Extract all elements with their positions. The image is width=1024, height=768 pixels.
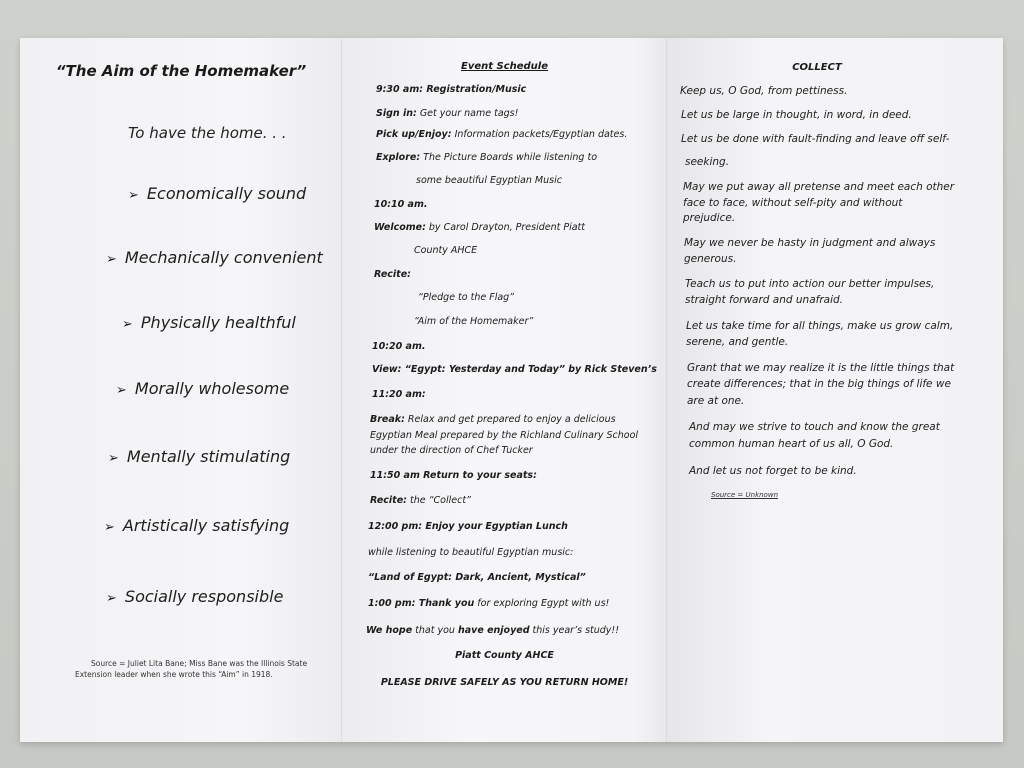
aim-bullet-text: Morally wholesome [134,379,290,398]
schedule-label: 11:20 am: [372,389,426,400]
schedule-label: We hope [366,625,413,636]
collect-line: face to face, without self-pity and without [683,197,903,209]
arrow-bullet-icon: ➢ [106,591,117,606]
schedule-row [370,470,537,481]
schedule-row [376,108,518,119]
schedule-row [366,625,619,636]
arrow-bullet-icon: ➢ [108,451,119,466]
schedule-row [418,292,514,303]
collect-line: prejudice. [683,212,736,224]
schedule-row [416,175,562,186]
arrow-bullet-icon: ➢ [106,252,117,267]
aim-bullet-text: Economically sound [146,184,307,203]
schedule-text: “Pledge to the Flag” [418,292,515,303]
collect-line: And let us not forget to be kind. [689,465,857,477]
schedule-label: have enjoyed [457,625,530,636]
arrow-bullet-icon: ➢ [116,383,127,398]
aim-bullet-text: Physically healthful [140,313,296,332]
aim-source-note [75,658,315,680]
collect-title: COLLECT [792,62,842,73]
schedule-row [376,84,526,95]
tri-fold-brochure [20,38,1003,742]
collect-line: Let us be done with fault-finding and leave off self- [681,133,950,145]
collect-line: seeking. [685,156,730,168]
aim-bullet [116,379,289,398]
schedule-row [370,495,471,506]
schedule-label: Welcome: [374,222,426,233]
schedule-label: 9:30 am: Registration/Music [376,84,527,95]
collect-line: generous. [684,253,737,265]
schedule-row [374,222,585,233]
schedule-text: Relax and get prepared to enjoy a delicious [404,414,616,425]
collect-line: Teach us to put into action our better impulses, [685,278,935,290]
schedule-text: Information packets/Egyptian dates. [451,129,628,140]
collect-line: Keep us, O God, from pettiness. [680,85,848,97]
schedule-text: by Carol Drayton, President Piatt [425,222,586,233]
schedule-row [342,677,667,688]
schedule-row [376,152,597,163]
schedule-label: 11:50 am Return to your seats: [370,470,537,481]
schedule-row [414,316,533,327]
collect-line: May we put away all pretense and meet each other [683,181,955,193]
schedule-text: under the direction of Chef Tucker [370,445,533,456]
collect-line: And may we strive to touch and know the great [689,421,940,433]
panel-event-schedule [342,38,667,742]
collect-line: Grant that we may realize it is the little things that [687,362,955,374]
aim-source-line: Extension leader when she wrote this “Aim” in 1918. [75,670,273,679]
schedule-row [368,547,573,558]
schedule-row [368,572,586,583]
schedule-row [372,364,657,375]
schedule-row [368,521,568,532]
schedule-row [370,414,616,425]
schedule-label: Break: [370,414,405,425]
schedule-label: PLEASE DRIVE SAFELY AS YOU RETURN HOME! [380,677,629,688]
schedule-text: “Aim of the Homemaker” [414,316,534,327]
aim-source-line: Source = Juliet Lita Bane; Miss Bane was the Illinois State [91,659,308,668]
schedule-label: Recite: [370,495,407,506]
aim-bullet [128,184,306,203]
schedule-row [374,199,427,210]
collect-line: are at one. [687,395,745,407]
aim-bullet [106,248,323,267]
panel-collect [667,38,1003,742]
schedule-title: Event Schedule [460,61,549,72]
schedule-row [370,445,533,456]
schedule-label: Sign in: [376,108,417,119]
schedule-label: Pick up/Enjoy: [376,129,452,140]
schedule-row [374,269,411,280]
schedule-label: 1:00 pm: Thank you [368,598,475,609]
schedule-text: Get your name tags! [416,108,519,119]
schedule-text: County AHCE [414,245,478,256]
aim-bullet-text: Mentally stimulating [126,447,291,466]
collect-line: common human heart of us all, O God. [689,438,894,450]
schedule-label: View: “Egypt: Yesterday and Today” by Rick Steven’s [372,364,657,375]
schedule-row [372,389,426,400]
schedule-row [372,341,425,352]
collect-line: serene, and gentle. [686,336,789,348]
collect-line: Let us be large in thought, in word, in deed. [681,109,912,121]
schedule-label: Recite: [374,269,411,280]
schedule-row [368,598,609,609]
schedule-text: for exploring Egypt with us! [474,598,610,609]
aim-bullet-text: Artistically satisfying [122,516,290,535]
schedule-text: this year’s study!! [529,625,620,636]
arrow-bullet-icon: ➢ [128,188,139,203]
schedule-text: while listening to beautiful Egyptian music: [368,547,574,558]
aim-bullet [106,587,283,606]
aim-bullet-text: Mechanically convenient [124,248,323,267]
schedule-label: Explore: [376,152,421,163]
schedule-text: the “Collect” [406,495,471,506]
schedule-label: 10:20 am. [372,341,426,352]
schedule-label: Piatt County AHCE [455,650,554,661]
schedule-label: 12:00 pm: Enjoy your Egyptian Lunch [368,521,568,532]
collect-source: Source = Unknown [711,491,779,499]
collect-line: straight forward and unafraid. [685,294,844,306]
arrow-bullet-icon: ➢ [122,317,133,332]
aim-bullet [122,313,296,332]
schedule-row [376,129,627,140]
aim-bullet [104,516,289,535]
schedule-text: some beautiful Egyptian Music [416,175,562,186]
collect-line: May we never be hasty in judgment and always [684,237,936,249]
schedule-text: The Picture Boards while listening to [420,152,598,163]
collect-line: Let us take time for all things, make us grow calm, [686,320,954,332]
schedule-row [370,430,638,441]
schedule-row [342,650,667,661]
arrow-bullet-icon: ➢ [104,520,115,535]
aim-bullet [108,447,290,466]
schedule-row [414,245,477,256]
schedule-text: Egyptian Meal prepared by the Richland Culinary School [370,430,639,441]
collect-line: create differences; that in the big things of life we [687,378,951,390]
schedule-label: 10:10 am. [374,199,428,210]
schedule-label: “Land of Egypt: Dark, Ancient, Mystical” [368,572,586,583]
panel-aim-of-homemaker [20,38,342,742]
aim-intro: To have the home. . . [128,124,287,142]
schedule-text: that you [412,625,458,636]
aim-title: “The Aim of the Homemaker” [55,62,307,80]
aim-bullet-text: Socially responsible [124,587,284,606]
